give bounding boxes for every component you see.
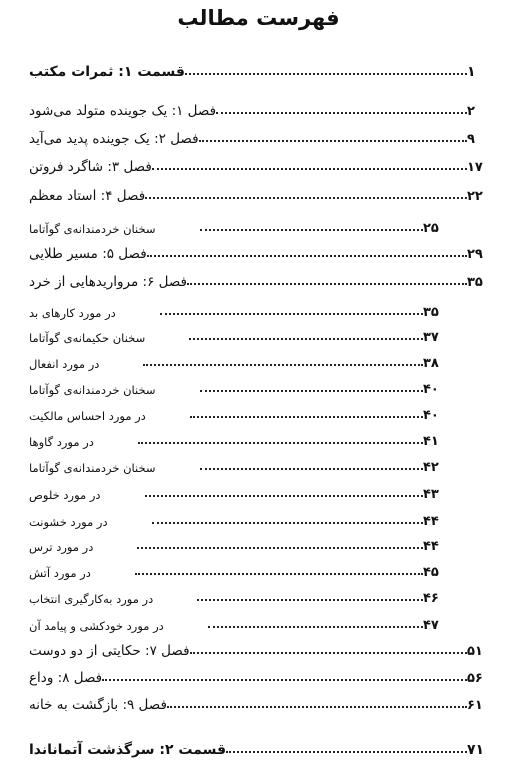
toc-entry-label: فصل ۵: مسیر طلایی bbox=[29, 246, 147, 262]
toc-dot-leader bbox=[185, 73, 467, 75]
toc-page-number: ۵۶ bbox=[467, 671, 483, 686]
toc-page-number: ۱ bbox=[467, 64, 476, 80]
toc-chapter-entry[interactable] bbox=[26, 182, 487, 204]
toc-entry-label: سخنان خردمندانه‌ی گوآتاما bbox=[29, 383, 156, 397]
toc-entry-label: در مورد انفعال bbox=[29, 357, 100, 371]
toc-dot-leader bbox=[167, 706, 467, 708]
toc-page-number: ۷۱ bbox=[467, 742, 485, 758]
toc-page-number: ۶۱ bbox=[467, 698, 483, 713]
toc-section-entry[interactable] bbox=[26, 558, 443, 580]
toc-section-entry[interactable] bbox=[26, 214, 443, 236]
toc-page-number: ۱۷ bbox=[467, 160, 483, 175]
toc-entry-label: در مورد آتش bbox=[29, 566, 91, 580]
toc-page-number: ۲۵ bbox=[423, 221, 439, 236]
toc-dot-leader bbox=[152, 168, 467, 170]
toc-section-entry[interactable] bbox=[26, 349, 443, 371]
toc-entry-label: قسمت ۲: سرگذشت آتماناندا bbox=[29, 742, 227, 758]
toc-page-number: ۴۷ bbox=[423, 618, 439, 633]
toc-chapter-entry[interactable] bbox=[26, 664, 487, 686]
toc-entry-label: فصل ۷: حکایتی از دو دوست bbox=[29, 643, 190, 659]
toc-dot-leader bbox=[147, 255, 467, 257]
toc-section-entry[interactable] bbox=[26, 401, 443, 423]
toc-chapter-entry[interactable] bbox=[26, 268, 487, 290]
toc-page-number: ۴۰ bbox=[423, 382, 439, 397]
toc-page-number: ۴۴ bbox=[423, 539, 439, 554]
toc-page-number: ۴۰ bbox=[423, 408, 439, 423]
toc-section-entry[interactable] bbox=[26, 507, 443, 529]
toc-page-number: ۹ bbox=[467, 132, 475, 147]
toc-dot-leader bbox=[145, 495, 423, 497]
toc-section-entry[interactable] bbox=[26, 453, 443, 475]
toc-dot-leader bbox=[102, 679, 467, 681]
toc-dot-leader bbox=[152, 522, 423, 524]
toc-chapter-entry[interactable] bbox=[26, 637, 487, 659]
toc-chapter-entry[interactable] bbox=[26, 240, 487, 262]
toc-section-entry[interactable] bbox=[26, 323, 443, 345]
toc-entry-label: سخنان خردمندانه‌ی گوآتاما bbox=[29, 461, 156, 475]
toc-dot-leader bbox=[199, 140, 467, 142]
toc-dot-leader bbox=[190, 416, 423, 418]
toc-entry-label: فصل ۲: یک جوینده پدید می‌آید bbox=[29, 131, 199, 147]
toc-page-number: ۳۷ bbox=[423, 330, 439, 345]
toc-entry-label: قسمت ۱: ثمرات مکتب bbox=[29, 64, 185, 80]
toc-page-number: ۴۴ bbox=[423, 514, 439, 529]
toc-section-entry[interactable] bbox=[26, 480, 443, 502]
toc-dot-leader bbox=[200, 390, 423, 392]
toc-dot-leader bbox=[138, 442, 423, 444]
toc-entry-label: در مورد خودکشی و پیامد آن bbox=[29, 619, 164, 633]
toc-page-number: ۴۲ bbox=[423, 460, 439, 475]
toc-entry-label: فصل ۱: یک جوینده متولد می‌شود bbox=[29, 103, 217, 119]
toc-dot-leader bbox=[226, 751, 467, 753]
toc-dot-leader bbox=[200, 468, 423, 470]
toc-section-entry[interactable] bbox=[26, 532, 443, 554]
toc-dot-leader bbox=[197, 599, 423, 601]
toc-section-entry[interactable] bbox=[26, 375, 443, 397]
toc-section-entry[interactable] bbox=[26, 611, 443, 633]
toc-entry-label: فصل ۸: وداع bbox=[29, 670, 103, 686]
toc-entry-label: در مورد خشونت bbox=[29, 515, 108, 529]
toc-dot-leader bbox=[200, 229, 423, 231]
toc-dot-leader bbox=[143, 364, 423, 366]
toc-dot-leader bbox=[135, 573, 423, 575]
toc-dot-leader bbox=[187, 283, 467, 285]
toc-page-number: ۳۵ bbox=[467, 275, 483, 290]
toc-dot-leader bbox=[208, 626, 423, 628]
toc-dot-leader bbox=[160, 313, 423, 315]
toc-entry-label: در مورد ترس bbox=[29, 540, 94, 554]
toc-page-number: ۵۱ bbox=[467, 644, 483, 659]
toc-entry-label: فصل ۹: بازگشت به خانه bbox=[29, 697, 167, 713]
toc-entry-label: در مورد کارهای بد bbox=[29, 306, 116, 320]
toc-page-number: ۲۲ bbox=[467, 189, 483, 204]
toc-page-number: ۴۶ bbox=[423, 591, 439, 606]
toc-section-entry[interactable] bbox=[26, 427, 443, 449]
toc-dot-leader bbox=[190, 652, 467, 654]
toc-page-number: ۴۱ bbox=[423, 434, 439, 449]
toc-dot-leader bbox=[137, 547, 423, 549]
toc-page-number: ۴۳ bbox=[423, 487, 439, 502]
toc-dot-leader bbox=[216, 112, 467, 114]
toc-page-number: ۲۹ bbox=[467, 247, 483, 262]
toc-page-number: ۲ bbox=[467, 104, 475, 119]
toc-entry-label: در مورد احساس مالکیت bbox=[29, 409, 146, 423]
toc-part-entry[interactable] bbox=[26, 736, 487, 758]
toc-entry-label: در مورد به‌کارگیری انتخاب bbox=[29, 592, 154, 606]
page-title: فهرست مطالب bbox=[177, 6, 340, 30]
toc-section-entry[interactable] bbox=[26, 298, 443, 320]
toc-page-number: ۳۵ bbox=[423, 305, 439, 320]
toc-page-number: ۴۵ bbox=[423, 565, 439, 580]
toc-part-entry[interactable] bbox=[26, 58, 487, 80]
toc-page-number: ۳۸ bbox=[423, 356, 439, 371]
toc-dot-leader bbox=[189, 338, 423, 340]
toc-dot-leader bbox=[145, 197, 467, 199]
toc-chapter-entry[interactable] bbox=[26, 97, 487, 119]
toc-entry-label: فصل ۴: استاد معظم bbox=[29, 188, 146, 204]
toc-section-entry[interactable] bbox=[26, 584, 443, 606]
toc-entry-label: در مورد گاوها bbox=[29, 435, 94, 449]
toc-entry-label: فصل ۶: مرواریدهایی از خرد bbox=[29, 274, 188, 290]
toc-entry-label: سخنان حکیمانه‌ی گوآتاما bbox=[29, 331, 146, 345]
toc-chapter-entry[interactable] bbox=[26, 125, 487, 147]
toc-entry-label: در مورد خلوص bbox=[29, 488, 101, 502]
toc-chapter-entry[interactable] bbox=[26, 153, 487, 175]
toc-entry-label: سخنان خردمندانه‌ی گوآتاما bbox=[29, 222, 156, 236]
toc-chapter-entry[interactable] bbox=[26, 691, 487, 713]
toc-entry-label: فصل ۳: شاگرد فروتن bbox=[29, 159, 152, 175]
